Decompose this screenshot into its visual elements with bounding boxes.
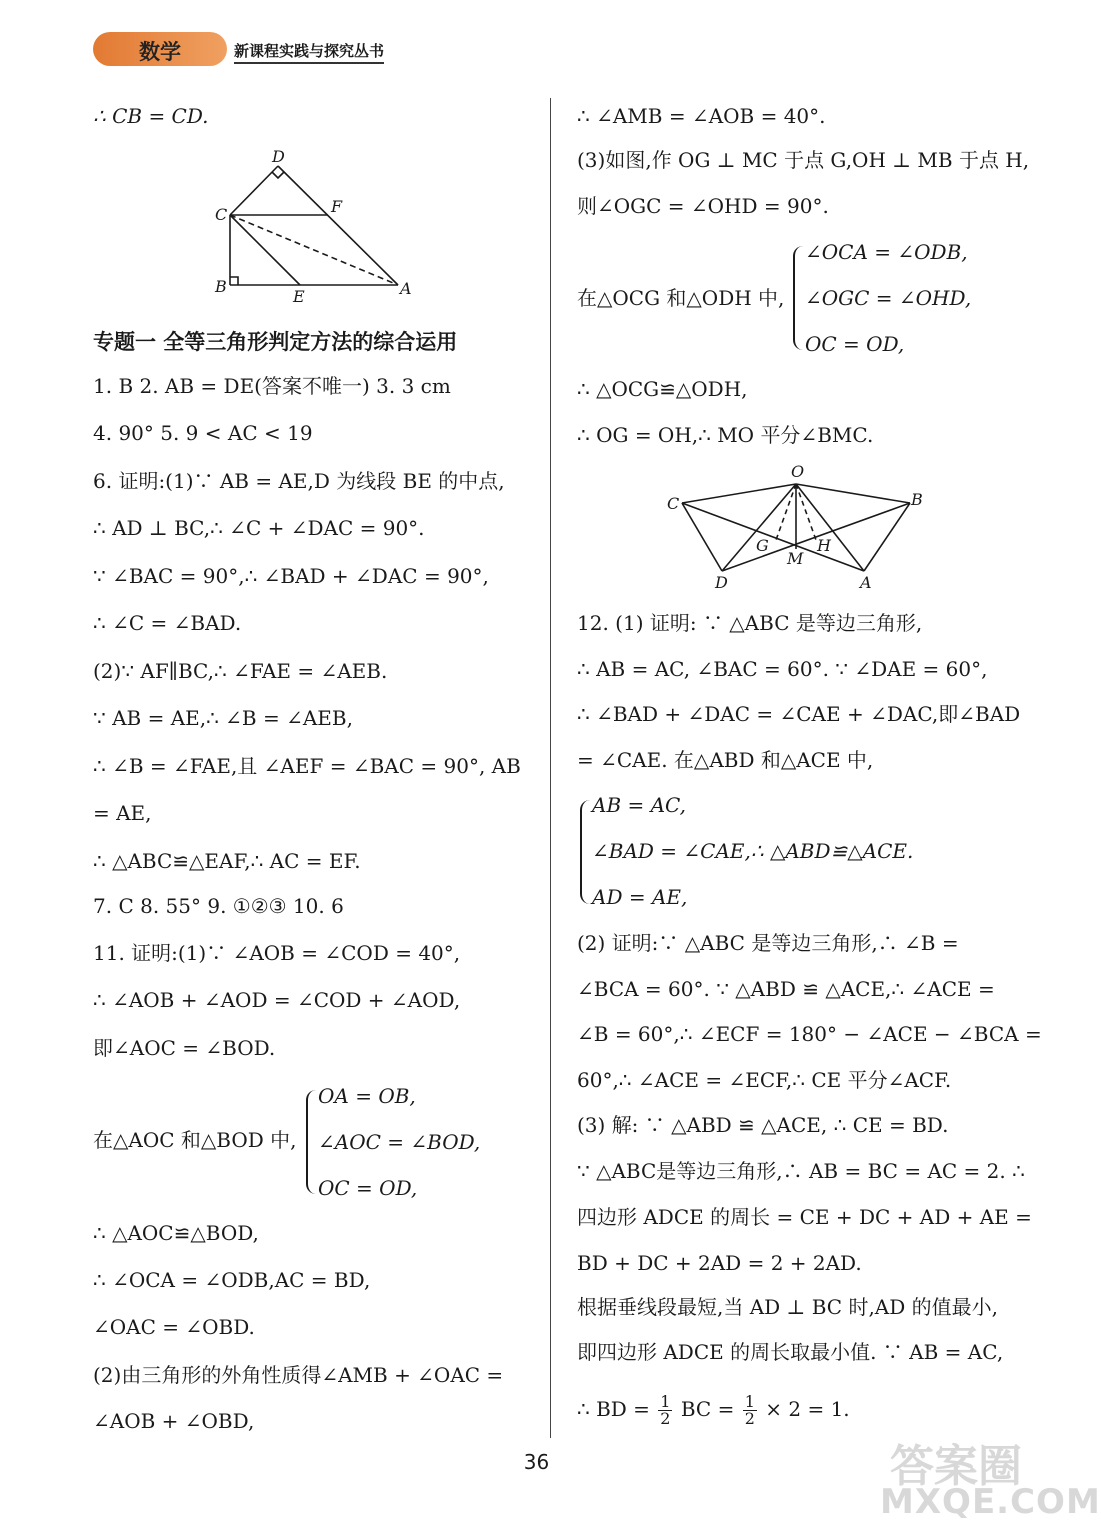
fig1-edge-ca-dashed bbox=[230, 215, 398, 285]
watermark-logo-text: 答案圈 bbox=[890, 1441, 1022, 1492]
left-line: ∵ AB = AE,∴ ∠B = ∠AEB, bbox=[93, 706, 353, 730]
fraction-line bbox=[577, 1394, 850, 1427]
subject-badge bbox=[93, 32, 227, 66]
right-line: ∠B = 60°,∴ ∠ECF = 180° − ∠ACE − ∠BCA = bbox=[577, 1022, 1042, 1046]
right-line: ∴ △OCG≌△ODH, bbox=[577, 377, 748, 401]
left-line: ∠OAC = ∠OBD. bbox=[93, 1315, 255, 1339]
right-line: ∴ AB = AC, ∠BAC = 60°. ∵ ∠DAE = 60°, bbox=[577, 657, 988, 681]
figure-2-diagram bbox=[660, 458, 930, 593]
left-line: 11. 证明:(1)∵ ∠AOB = ∠COD = 40°, bbox=[93, 941, 461, 965]
left-line: 7. C 8. 55° 9. ①②③ 10. 6 bbox=[93, 894, 344, 918]
left-line: 6. 证明:(1)∵ AB = AE,D 为线段 BE 的中点, bbox=[93, 469, 505, 493]
right-line: ∴ OG = OH,∴ MO 平分∠BMC. bbox=[577, 423, 874, 447]
figure-1-diagram bbox=[195, 142, 425, 312]
fig1-label-f: F bbox=[331, 197, 343, 216]
system-line: OA = OB, bbox=[318, 1084, 416, 1108]
system-line: ∠AOC = ∠BOD, bbox=[318, 1130, 481, 1154]
watermark bbox=[880, 1430, 1101, 1530]
subject-label: 数学 bbox=[139, 40, 181, 64]
fig1-right-angle-d bbox=[272, 172, 284, 178]
fig2-label-g: G bbox=[756, 536, 769, 555]
right-line: (3)如图,作 OG ⊥ MC 于点 G,OH ⊥ MB 于点 H, bbox=[577, 148, 1030, 172]
fraction bbox=[658, 1394, 672, 1427]
fig1-label-a: A bbox=[400, 279, 412, 298]
left-line: 在△AOC 和△BOD 中, bbox=[93, 1128, 297, 1152]
section-title: 专题一 全等三角形判定方法的综合运用 bbox=[93, 330, 458, 354]
left-line: (2)由三角形的外角性质得∠AMB + ∠OAC = bbox=[93, 1363, 504, 1387]
page-number: 36 bbox=[523, 1450, 550, 1474]
right-line: 即四边形 ADCE 的周长取最小值. ∵ AB = AC, bbox=[577, 1340, 1004, 1364]
fig1-edge-cd bbox=[230, 166, 278, 215]
watermark-url: MXQE.COM bbox=[880, 1482, 1101, 1522]
right-line: 60°,∴ ∠ACE = ∠ECF,∴ CE 平分∠ACF. bbox=[577, 1068, 952, 1092]
system-line: AB = AC, bbox=[592, 793, 687, 817]
fig2-edge-oc bbox=[682, 484, 796, 503]
system-line: ∠OCA = ∠ODB, bbox=[805, 240, 968, 264]
left-line: ∵ ∠BAC = 90°,∴ ∠BAD + ∠DAC = 90°, bbox=[93, 564, 489, 588]
right-line: 四边形 ADCE 的周长 = CE + DC + AD + AE = bbox=[577, 1205, 1032, 1229]
left-line: 即∠AOC = ∠BOD. bbox=[93, 1036, 276, 1060]
fig1-label-c: C bbox=[215, 205, 228, 224]
left-line: ∴ CB = CD. bbox=[93, 104, 209, 128]
fraction-denominator: 2 bbox=[744, 1409, 755, 1428]
fraction-text: BC = bbox=[680, 1397, 735, 1421]
fig2-label-b: B bbox=[911, 490, 923, 509]
left-line: (2)∵ AF∥BC,∴ ∠FAE = ∠AEB. bbox=[93, 659, 388, 683]
fig2-edge-og-dashed bbox=[776, 484, 796, 540]
right-line: = ∠CAE. 在△ABD 和△ACE 中, bbox=[577, 748, 874, 772]
right-line: 则∠OGC = ∠OHD = 90°. bbox=[577, 194, 829, 218]
system-line: OC = OD, bbox=[318, 1176, 418, 1200]
right-line: ∴ ∠BAD + ∠DAC = ∠CAE + ∠DAC,即∠BAD bbox=[577, 702, 1021, 726]
right-line: BD + DC + 2AD = 2 + 2AD. bbox=[577, 1251, 862, 1275]
system-line: ∠BAD = ∠CAE,∴ △ABD≌△ACE. bbox=[592, 839, 914, 863]
fraction-text: ∴ BD = bbox=[577, 1397, 650, 1421]
right-line: ∴ ∠AMB = ∠AOB = 40°. bbox=[577, 104, 826, 128]
right-line: ∠BCA = 60°. ∵ △ABD ≌ △ACE,∴ ∠ACE = bbox=[577, 977, 995, 1001]
right-line: (3) 解: ∵ △ABD ≌ △ACE, ∴ CE = BD. bbox=[577, 1113, 949, 1137]
fig2-label-o: O bbox=[791, 462, 805, 481]
fraction bbox=[743, 1394, 757, 1427]
series-title: 新课程实践与探究丛书 bbox=[234, 40, 384, 64]
fig2-edge-oh-dashed bbox=[796, 484, 816, 540]
fig2-label-m: M bbox=[787, 549, 804, 568]
right-line: ∵ △ABC是等边三角形,∴ AB = BC = AC = 2. ∴ bbox=[577, 1159, 1025, 1183]
fraction-numerator: 1 bbox=[660, 1392, 671, 1411]
left-line: ∴ ∠AOB + ∠AOD = ∠COD + ∠AOD, bbox=[93, 988, 461, 1012]
system-line: AD = AE, bbox=[592, 885, 688, 909]
fig1-label-b: B bbox=[215, 277, 227, 296]
left-line: 4. 90° 5. 9 < AC < 19 bbox=[93, 421, 313, 445]
fig2-label-a: A bbox=[860, 573, 872, 592]
fig1-label-d: D bbox=[272, 147, 285, 166]
fraction-text: × 2 = 1. bbox=[765, 1397, 850, 1421]
right-line: (2) 证明:∵ △ABC 是等边三角形,∴ ∠B = bbox=[577, 931, 959, 955]
system-line: OC = OD, bbox=[805, 332, 905, 356]
system-line: ∠OGC = ∠OHD, bbox=[805, 286, 972, 310]
left-line: ∠AOB + ∠OBD, bbox=[93, 1409, 255, 1433]
fraction-numerator: 1 bbox=[744, 1392, 755, 1411]
fraction-denominator: 2 bbox=[660, 1409, 671, 1428]
fig2-label-h: H bbox=[817, 536, 831, 555]
left-line: ∴ ∠B = ∠FAE,且 ∠AEF = ∠BAC = 90°, AB bbox=[93, 754, 521, 778]
fig2-edge-ab bbox=[864, 503, 910, 571]
fig1-edge-ce bbox=[230, 215, 300, 285]
right-line: 根据垂线段最短,当 AD ⊥ BC 时,AD 的值最小, bbox=[577, 1295, 998, 1319]
right-line: 在△OCG 和△ODH 中, bbox=[577, 286, 785, 310]
left-line: ∴ ∠OCA = ∠ODB,AC = BD, bbox=[93, 1268, 371, 1292]
fig2-edge-cd bbox=[682, 503, 722, 571]
left-line: 1. B 2. AB = DE(答案不唯一) 3. 3 cm bbox=[93, 374, 451, 398]
left-line: = AE, bbox=[93, 801, 152, 825]
fig1-label-e: E bbox=[293, 287, 305, 306]
fig1-edge-da bbox=[278, 166, 398, 285]
fig2-label-c: C bbox=[667, 494, 680, 513]
fig2-edge-ob bbox=[796, 484, 910, 503]
fig1-right-angle-b bbox=[230, 277, 238, 285]
left-line: ∴ AD ⊥ BC,∴ ∠C + ∠DAC = 90°. bbox=[93, 516, 425, 540]
left-line: ∴ △ABC≌△EAF,∴ AC = EF. bbox=[93, 849, 361, 873]
left-line: ∴ △AOC≌△BOD, bbox=[93, 1221, 259, 1245]
column-divider bbox=[550, 98, 551, 1438]
left-line: ∴ ∠C = ∠BAD. bbox=[93, 611, 242, 635]
right-line: 12. (1) 证明: ∵ △ABC 是等边三角形, bbox=[577, 611, 923, 635]
fig2-label-d: D bbox=[715, 573, 728, 592]
